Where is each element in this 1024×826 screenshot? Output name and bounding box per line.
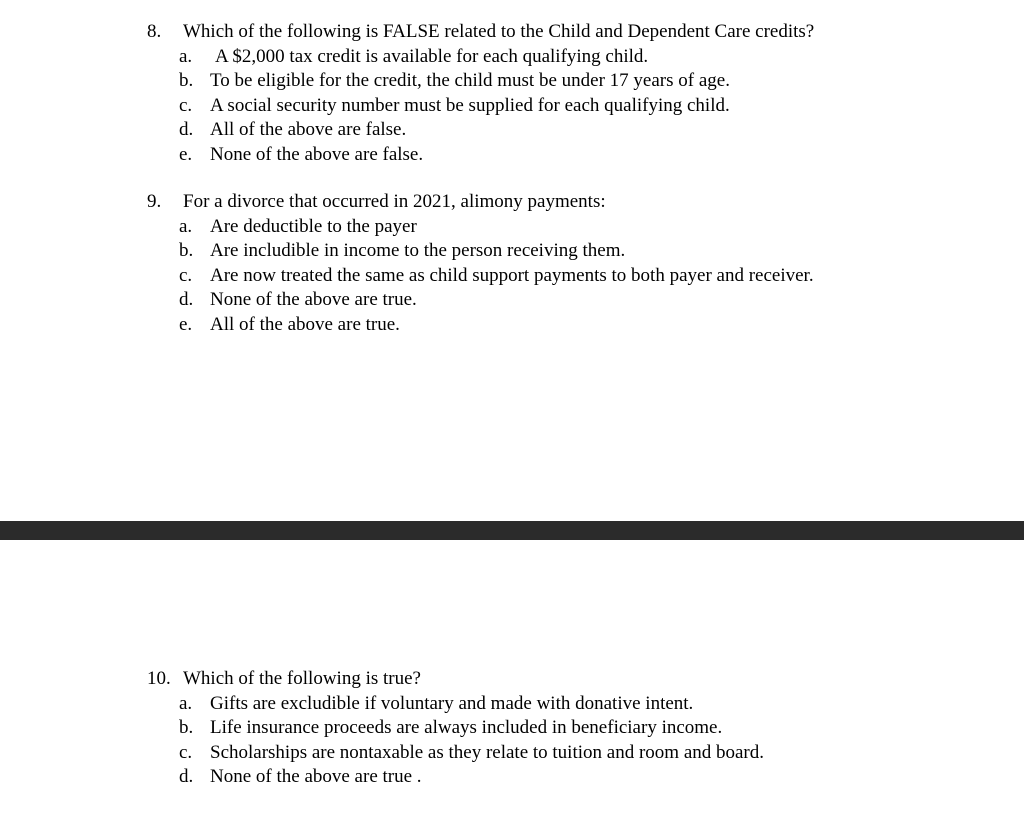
question-9 [147, 190, 1007, 337]
option-c [147, 264, 1007, 289]
question-stem [147, 667, 1007, 692]
option-text: All of the above are true. [210, 313, 400, 335]
option-text: Scholarships are nontaxable as they relate to tuition and room and board. [210, 741, 765, 763]
option-text: None of the above are true . [210, 766, 422, 787]
question-text: For a divorce that occurred in 2021, alimony payments: [183, 191, 606, 212]
question-number: 9. [147, 191, 162, 212]
option-d [147, 765, 1007, 790]
question-number: 8. [147, 21, 162, 42]
page-divider [0, 521, 1024, 540]
question-text: Which of the following is true? [183, 668, 421, 689]
option-letter: b. [179, 240, 194, 261]
option-letter: e. [179, 143, 193, 165]
option-b [147, 239, 1007, 264]
option-text: A social security number must be supplied for each qualifying child. [210, 94, 730, 116]
option-text: A $2,000 tax credit is available for each qualifying child. [215, 45, 649, 67]
option-text: Are now treated the same as child support payments to both payer and receiver. [210, 264, 814, 286]
option-b [147, 716, 1007, 741]
question-stem [147, 20, 1007, 45]
option-text: Are deductible to the payer [210, 215, 417, 237]
option-a [147, 45, 1007, 70]
option-letter: a. [179, 692, 193, 714]
option-letter: a. [179, 215, 193, 237]
option-a [147, 692, 1007, 717]
option-text: Gifts are excludible if voluntary and made with donative intent. [210, 692, 694, 714]
option-text: To be eligible for the credit, the child must be under 17 years of age. [210, 70, 730, 91]
option-d [147, 118, 1007, 143]
option-text: Are includible in income to the person receiving them. [210, 240, 626, 261]
question-10 [147, 667, 1007, 790]
option-text: None of the above are true. [210, 289, 417, 310]
option-e [147, 313, 1007, 338]
option-e [147, 143, 1007, 168]
question-number: 10. [147, 668, 171, 689]
question-stem [147, 190, 1007, 215]
option-letter: d. [179, 289, 194, 310]
option-d [147, 288, 1007, 313]
option-text: All of the above are false. [210, 119, 407, 140]
option-b [147, 69, 1007, 94]
option-text: Life insurance proceeds are always included in beneficiary income. [210, 717, 723, 738]
option-a [147, 215, 1007, 240]
question-8 [147, 20, 1007, 167]
option-letter: e. [179, 313, 193, 335]
option-letter: c. [179, 264, 193, 286]
option-letter: b. [179, 717, 194, 738]
option-letter: d. [179, 766, 194, 787]
option-letter: b. [179, 70, 194, 91]
option-letter: c. [179, 741, 193, 763]
option-c [147, 94, 1007, 119]
option-letter: a. [179, 45, 193, 67]
option-letter: c. [179, 94, 193, 116]
question-text: Which of the following is FALSE related to the Child and Dependent Care credits? [183, 21, 815, 42]
option-c [147, 741, 1007, 766]
option-letter: d. [179, 119, 194, 140]
option-text: None of the above are false. [210, 143, 424, 165]
